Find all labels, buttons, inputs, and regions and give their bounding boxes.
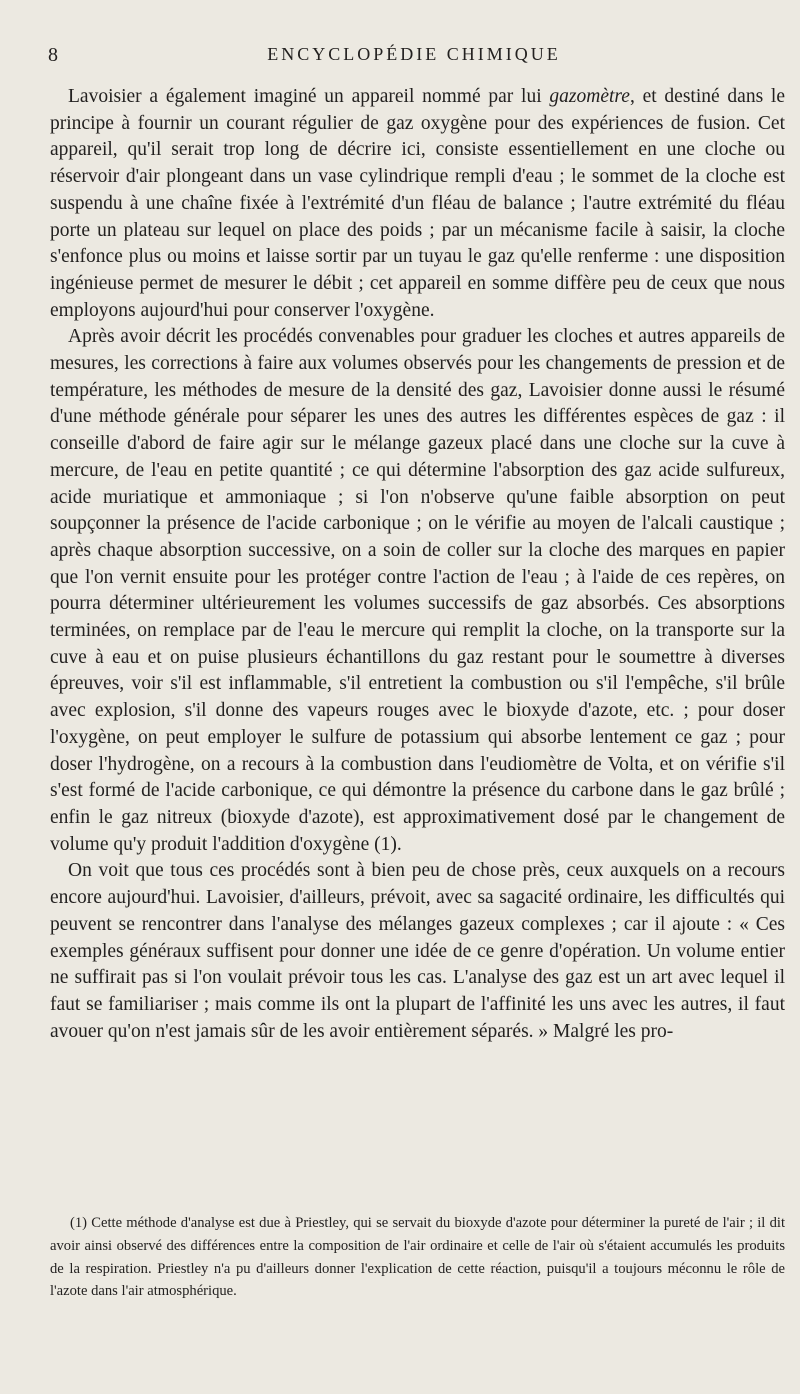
- paragraph-1: [50, 84, 785, 324]
- body-text: [50, 84, 785, 1045]
- paragraph-1-rest: , et destiné dans le principe à fournir un courant régulier de gaz oxygène pour des expériences de fusion. Cet appareil, qu'il serait trop long de décrire ici, consiste essentiellement en une cloche ou réservoir d'air plongeant dans un vase cylindrique rempli d'eau ; le sommet de la cloche est suspendu à une chaîne fixée à l'extrémité d'un fléau de balance ; l'autre extrémité du fléau porte un plateau sur lequel on place des poids ; par un mécanisme facile à saisir, la cloche s'enfonce plus ou moins et laisse sortir par un tuyau le gaz qu'elle renferme : une disposition ingénieuse permet de mesurer le débit ; cet appareil en somme diffère peu de ceux que nous employons aujourd'hui pour conserver l'oxygène.: [50, 86, 786, 321]
- paragraph-3: On voit que tous ces procédés sont à bien peu de chose près, ceux auxquels on a recours encore aujourd'hui. Lavoisier, d'ailleurs, prévoit, avec sa sagacité ordinaire, les difficultés qui peuvent se rencontrer dans l'analyse des mélanges gazeux complexes ; car il ajoute : « Ces exemples généraux suffisent pour donner une idée de ce genre d'opération. Un volume entier ne suffirait pas si l'on voulait prévoir tous les cas. L'analyse des gaz est un art avec lequel il faut se familiariser ; mais comme ils ont la plupart de l'affinité les uns avec les autres, il faut avouer qu'on n'est jamais sûr de les avoir entièrement séparés. » Malgré les pro-: [50, 860, 785, 1042]
- paragraph-1-start: Lavoisier a également imaginé un appareil nommé par lui: [68, 86, 550, 107]
- running-title: ENCYCLOPÉDIE CHIMIQUE: [267, 44, 561, 64]
- page-header: [48, 44, 760, 70]
- footnote-text: (1) Cette méthode d'analyse est due à Priestley, qui se servait du bioxyde d'azote pour déterminer la pureté de l'air ; il dit avoir ainsi observé des différences entre la composition de l'air ordinaire et celle de l'air où s'étaient accumulés les produits de la respiration. Priestley n'a pu d'ailleurs donner l'explication de cette réaction, puisqu'il a toujours méconnu le rôle de l'azote dans l'air atmosphérique.: [50, 1215, 785, 1300]
- gazometre-term: gazomètre: [549, 86, 630, 107]
- page-number: 8: [48, 44, 58, 66]
- paragraph-2: Après avoir décrit les procédés convenables pour graduer les cloches et autres appareils de mesures, les corrections à faire aux volumes observés pour les changements de pression et de température, les méthodes de mesure de la densité des gaz, Lavoisier donne aussi le résumé d'une méthode générale pour séparer les unes des autres les différentes espèces de gaz : il conseille d'abord de faire agir sur le mélange gazeux placé dans une cloche sur la cuve à mercure, de l'eau en petite quantité ; ce qui détermine l'absorption des gaz acide sulfureux, acide muriatique et ammoniaque ; si l'on n'observe qu'une faible absorption on peut soupçonner la présence de l'acide carbonique ; on le vérifie au moyen de l'alcali caustique ; après chaque absorption successive, on a soin de coller sur la cloche des marques en papier que l'on vernit ensuite pour les protéger contre l'action de l'eau ; à l'aide de ces repères, on pourra déterminer ultérieurement les volumes successifs de gaz absorbés. Ces absorptions terminées, on remplace par de l'eau le mercure qui remplit la cloche, on la transporte sur la cuve à eau et on puise plusieurs échantillons du gaz restant pour le soumettre à diverses épreuves, voir s'il est inflammable, s'il entretient la combustion ou s'il l'empêche, s'il brûle avec explosion, s'il donne des vapeurs rouges avec le bioxyde d'azote, etc. ; pour doser l'oxygène, on peut employer le sulfure de potassium qui absorbe lentement ce gaz ; pour doser l'hydrogène, on a recours à la combustion dans l'eudiomètre de Volta, et on vérifie s'il s'est formé de l'acide carbonique, ce qui démontre la présence du carbone dans le gaz brûlé ; enfin le gaz nitreux (bioxyde d'azote), est approximativement dosé par le changement de volume qu'y produit l'addition d'oxygène (1).: [50, 326, 785, 855]
- footnote: [50, 1212, 785, 1303]
